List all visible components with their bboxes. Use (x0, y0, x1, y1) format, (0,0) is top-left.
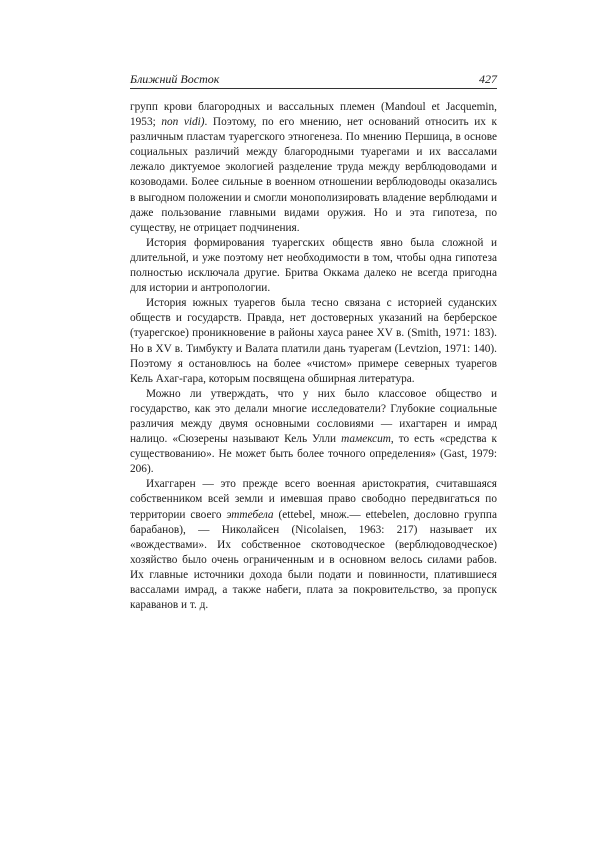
text-run: групп крови благородных и вассальных племен (Mandoul et Jacquemin, 1953; (130, 101, 497, 129)
paragraph-4 (130, 387, 497, 478)
body-text (130, 100, 497, 613)
text-run: История формирования туарегских обществ явно была сложной и длительной, и уже поэтому нет необходимости в том, чтобы одна гипотеза полностью исключала другие. Бритва Оккама далеко не всегда пригодна для истории и антропологии. (130, 236, 497, 295)
page-number: 427 (479, 72, 497, 86)
running-header (130, 70, 497, 90)
text-run: Можно ли утверждать, что у них было классовое общество и государство, как это делали многие исследователи? Глубокие социальные различия между двумя основными сословиями — ихагтарен и имрад налицо. «Сюзерены называют Кель Улли (130, 387, 497, 446)
text-run: , то есть «средства к существованию». Не может быть более точного определения» (Gast, 1979: 206). (130, 433, 497, 476)
text-run: Ихаггарен — это прежде всего военная аристократия, считавшаяся собственником всей земли и имевшая право свободно передвигаться по территории своего (130, 478, 497, 521)
paragraph-3 (130, 296, 497, 387)
paragraph-1 (130, 100, 497, 236)
running-title: Ближний Восток (130, 72, 220, 86)
text-run-italic: эттебела (226, 508, 274, 521)
header-rule (130, 88, 497, 89)
text-run: (ettebel, множ.— ettebelen, дословно группа барабанов), — Николайсен (Nicolaisen, 1963: 217) называет их «вождествами». Их собственное скотоводческое (верблюдоводческое) хозяйство было очень ограниченным и в основном велось силами рабов. Их главные источники дохода были подати и повинности, платившиеся вассалами имрад, а также набеги, плата за покровительство, за пропуск караванов и т. д. (130, 508, 497, 612)
text-run-italic: тамексит (341, 433, 391, 446)
paragraph-5 (130, 477, 497, 613)
text-run-italic: non vidi) (161, 116, 205, 129)
text-run: . Поэтому, по его мнению, нет оснований относить их к различным пластам туарегского этногенеза. По мнению Першица, в основе социальных различий между благородными туарегами и их вассалами лежало диктуемое экологией разделение труда между верблюдоводами и козоводами. Более сильные в военном отношении верблюдоводы оказались в выгодном положении и смогли монополизировать владение верблюдами и даже пользование главными видами оружия. Но и эта гипотеза, по существу, не отрицает подчинения. (130, 116, 497, 234)
text-run: История южных туарегов была тесно связана с историей суданских обществ и государств. Правда, нет достоверных указаний на берберское (туарегское) проникновение в районы хауса ранее XV в. (Smith, 1971: 183). Но в XV в. Тимбукту и Валата платили дань туарегам (Levtzion, 1971: 140). Поэтому я остановлюсь на более «чистом» примере северных туарегов Кель Ахаг-гара, которым посвящена обширная литература. (130, 297, 497, 385)
paragraph-2 (130, 236, 497, 296)
